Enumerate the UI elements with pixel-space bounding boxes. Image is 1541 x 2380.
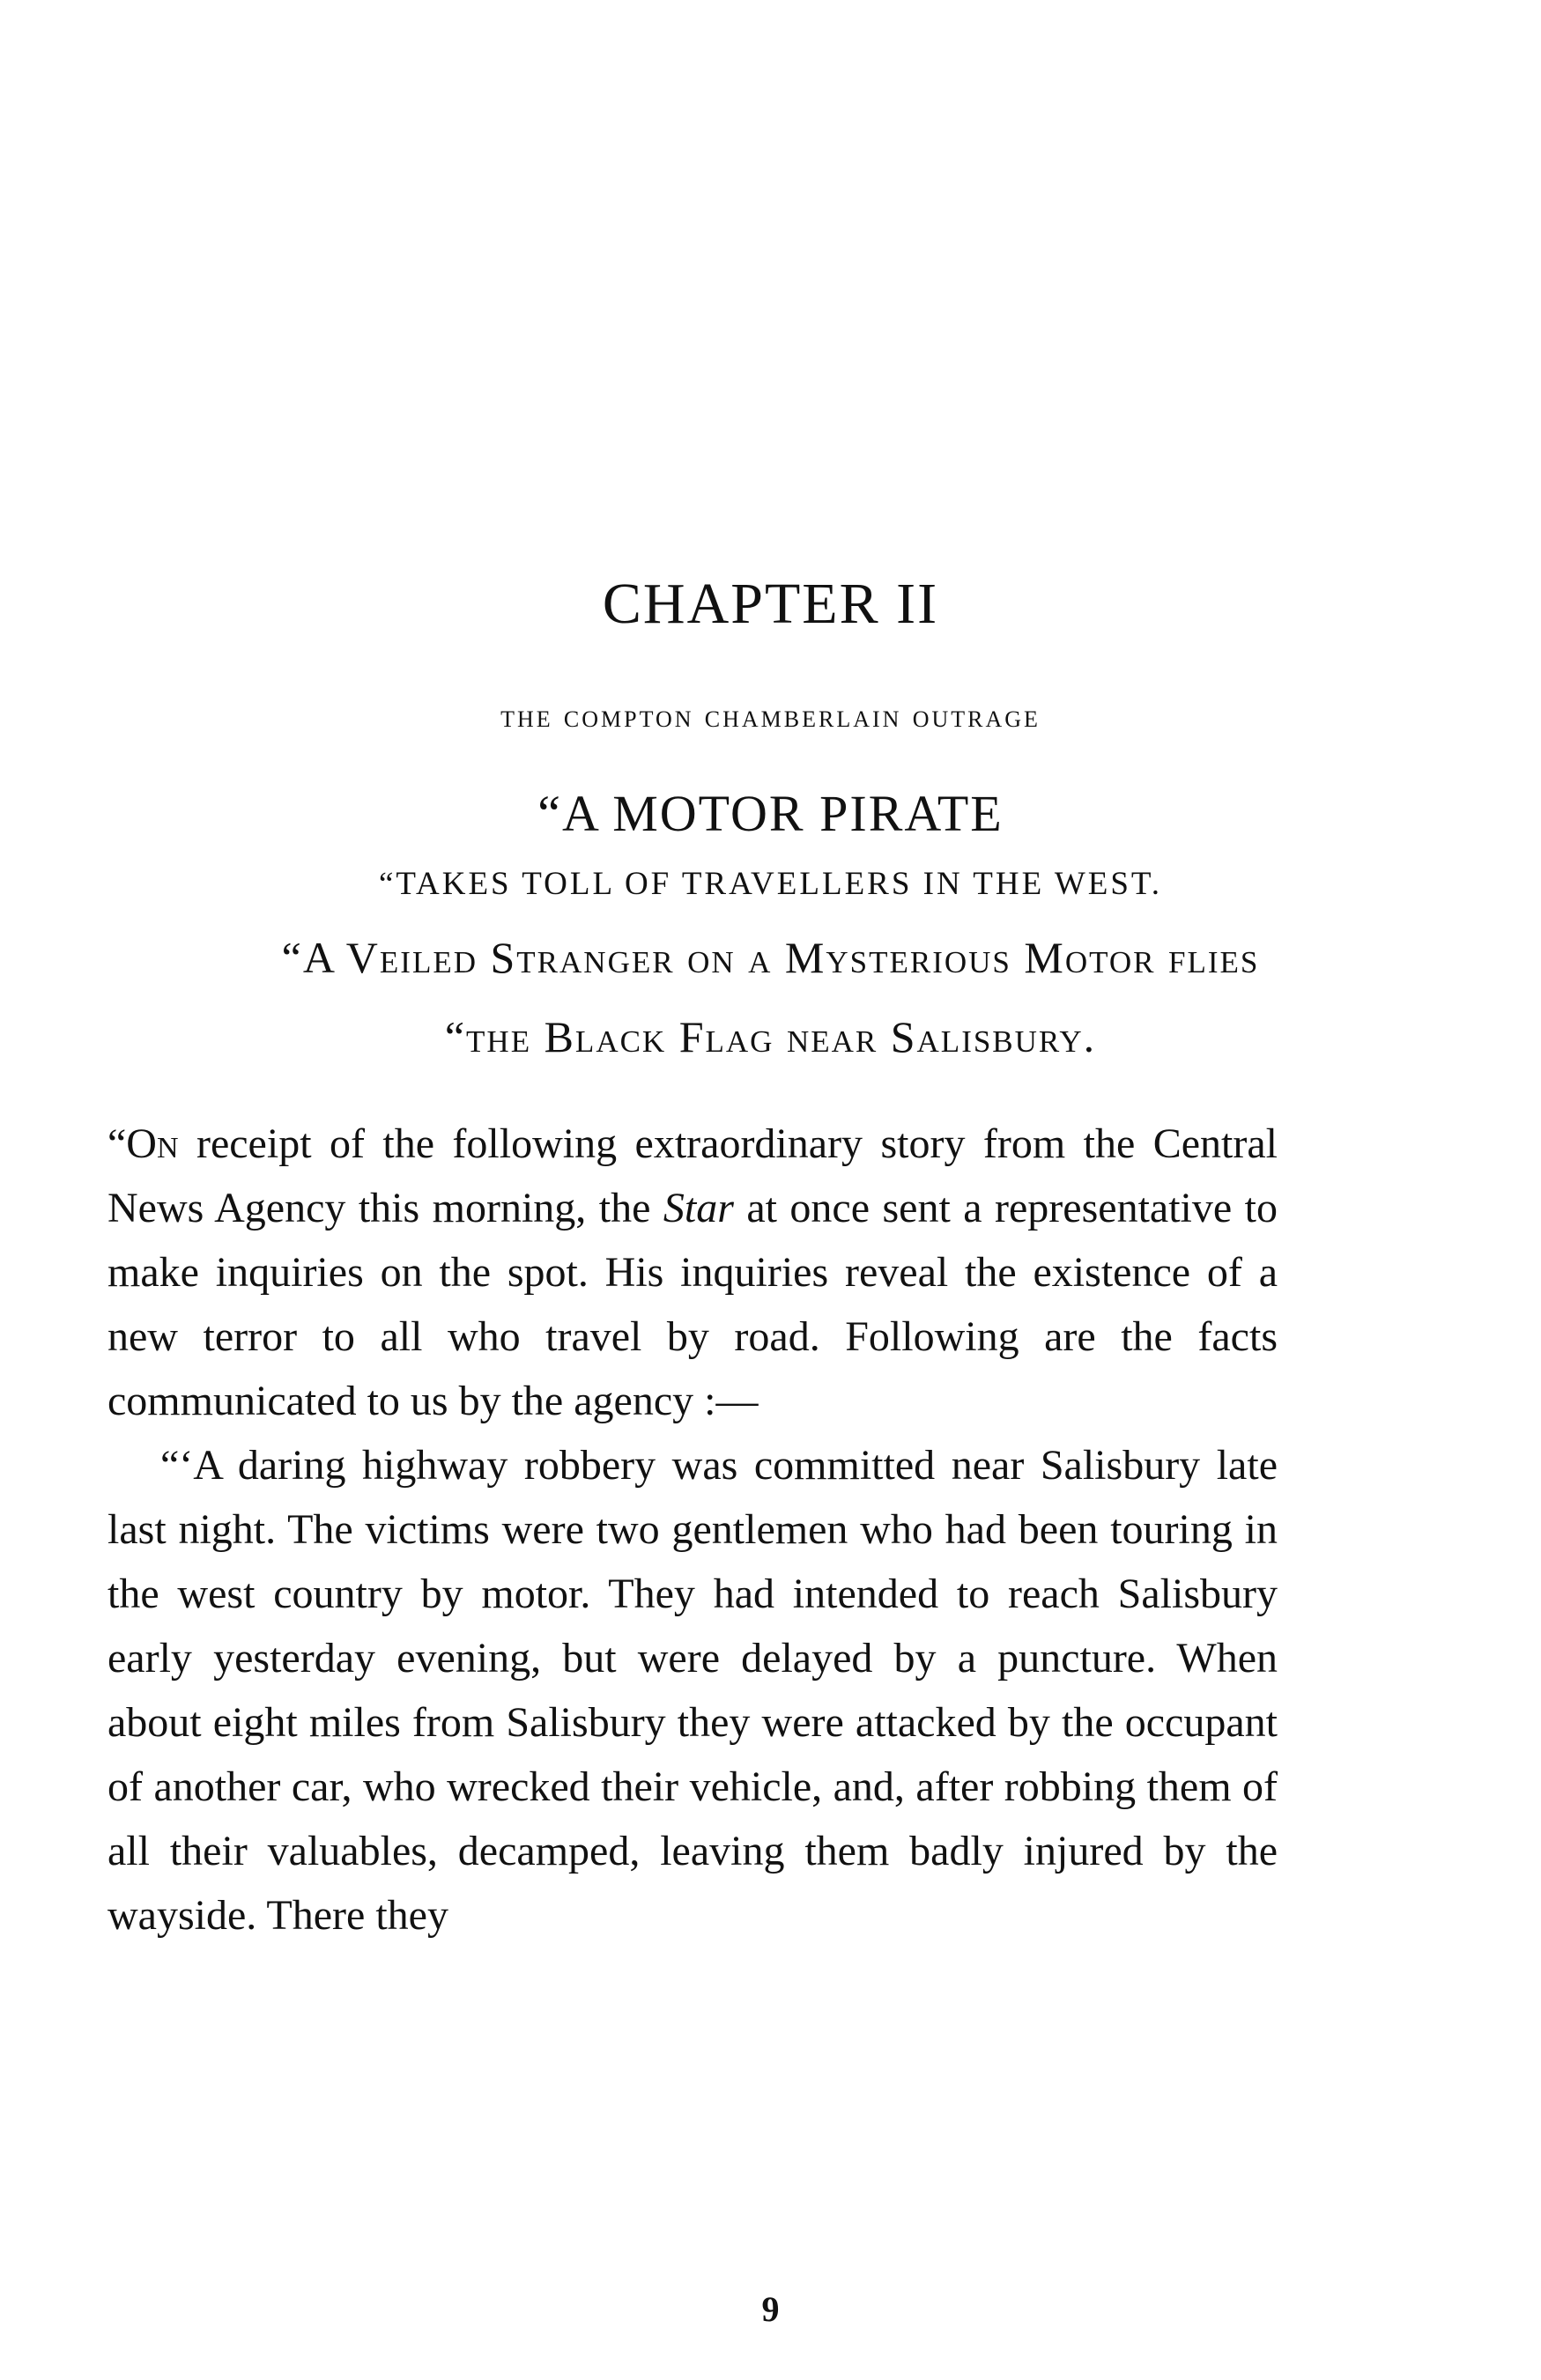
paragraph-1-lead: “On — [107, 1120, 179, 1167]
chapter-title: CHAPTER II — [602, 572, 939, 636]
newspaper-title-star: Star — [663, 1185, 734, 1231]
body-text — [107, 1112, 1278, 1948]
chapter-subtitle: the compton chamberlain outrage — [500, 698, 1041, 735]
page-number: 9 — [761, 2289, 780, 2329]
paragraph-1 — [107, 1112, 1278, 1433]
paragraph-2: “‘A daring highway robbery was committed near Salisbury late last night. The victims were two gentlemen who had been touring in the west country by motor. They had intended to reach Salisbury early yesterday evening, but were delayed by a puncture. When about eight miles from Salisbury they were attacked by the occupant of another car, who wrecked their vehicle, and, after robbing them of all their valuables, decamped, leaving them badly injured by the wayside. There they — [107, 1442, 1278, 1939]
headline-motor-pirate: “A MOTOR PIRATE — [537, 785, 1004, 842]
paragraph-1-part-1: receipt of the following extraordinary story from the Central News Agency this morning, the — [107, 1120, 1278, 1231]
headline-takes-toll: “TAKES TOLL OF TRAVELLERS IN THE WEST. — [378, 866, 1163, 902]
headline-black-flag: “the Black Flag near Salisbury. — [444, 1012, 1097, 1061]
paragraph-1-part-2: at once sent a representative to make inquiries on the spot. His inquiries reveal the existence of a new terror to all who travel by road. Following are the facts communicated to us by the agency :— — [107, 1185, 1278, 1424]
headline-veiled-stranger: “A Veiled Stranger on a Mysterious Motor flies — [281, 933, 1260, 982]
